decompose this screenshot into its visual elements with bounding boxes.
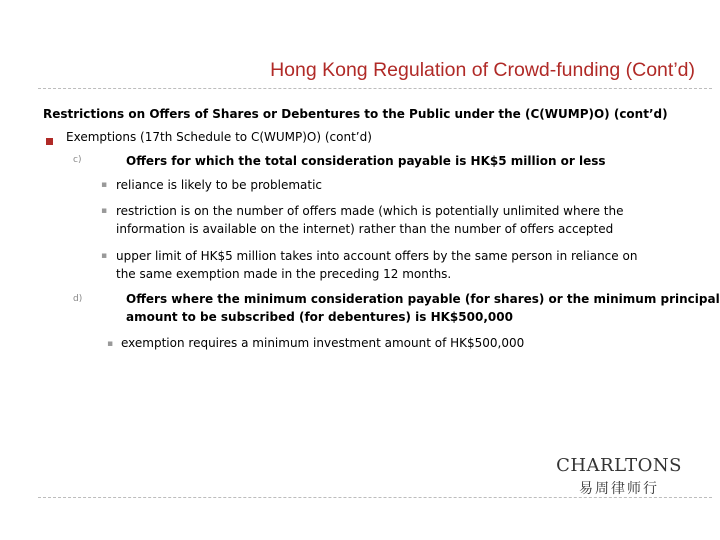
bullet-text-continued: the same exemption made in the preceding 12 months.: [116, 267, 452, 281]
bullet-square-icon: ▪: [107, 339, 114, 349]
item-c-text: Offers for which the total consideration payable is HK$5 million or less: [126, 154, 606, 168]
bullet-square-icon: [46, 138, 53, 145]
exemptions-line: Exemptions (17th Schedule to C(WUMP)O) (cont’d): [66, 130, 372, 144]
bullet-square-icon: ▪: [101, 206, 108, 216]
section-heading: Restrictions on Offers of Shares or Debentures to the Public under the (C(WUMP)O) (cont’d): [43, 107, 668, 121]
bottom-divider: [38, 497, 712, 498]
logo-wordmark: CHARLTONS: [556, 455, 682, 476]
bullet-square-icon: ▪: [101, 180, 108, 190]
bullet-square-icon: ▪: [101, 251, 108, 261]
logo-chinese-name: 易周律师行: [579, 481, 659, 497]
item-d-text: Offers where the minimum consideration payable (for shares) or the minimum principal: [126, 292, 720, 306]
top-divider: [38, 88, 712, 89]
bullet-text: restriction is on the number of offers made (which is potentially unlimited where the: [116, 204, 624, 218]
item-marker-c: c): [73, 155, 82, 165]
slide-title: Hong Kong Regulation of Crowd-funding (Cont’d): [270, 59, 695, 81]
charltons-logo: [556, 455, 682, 497]
item-marker-d: d): [73, 294, 83, 304]
bullet-text: reliance is likely to be problematic: [116, 178, 323, 192]
bullet-text: exemption requires a minimum investment amount of HK$500,000: [121, 336, 525, 350]
bullet-text-continued: information is available on the internet) rather than the number of offers accepted: [116, 222, 614, 236]
item-d-text-continued: amount to be subscribed (for debentures) is HK$500,000: [126, 310, 513, 324]
bullet-text: upper limit of HK$5 million takes into account offers by the same person in reliance on: [116, 249, 638, 263]
